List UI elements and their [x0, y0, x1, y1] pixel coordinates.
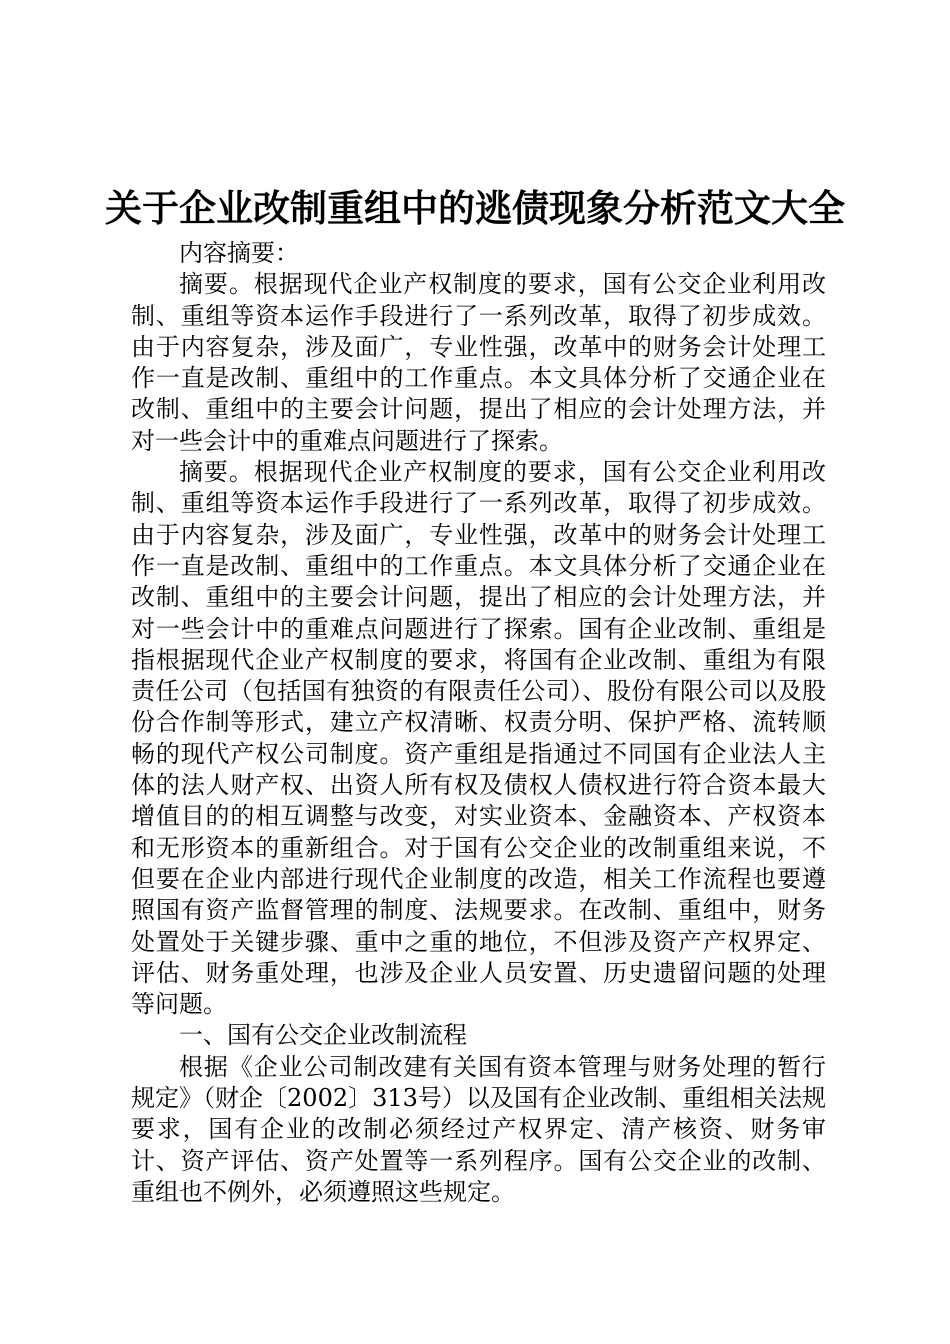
section-heading: 一、国有公交企业改制流程 [179, 1021, 467, 1050]
body-paragraph: 摘要。根据现代企业产权制度的要求，国有公交企业利用改制、重组等资本运作手段进行了一系列改革，取得了初步成效。由于内容复杂，涉及面广，专业性强，改革中的财务会计处理工作一直是改制、重组中的工作重点。本文具体分析了交通企业在改制、重组中的主要会计问题，提出了相应的会计处理方法，并对一些会计中的重难点问题进行了探索。国有企业改制、重组是指根据现代企业产权制度的要求，将国有企业改制、重组为有限责任公司（包括国有独资的有限责任公司）、股份有限公司以及股份合作制等形式，建立产权清晰、权责分明、保护严格、流转顺畅的现代产权公司制度。资产重组是指通过不同国有企业法人主体的法人财产权、出资人所有权及债权人债权进行符合资本最大增值目的的相互调整与改变，对实业资本、金融资本、产权资本和无形资本的重新组合。对于国有公交企业的改制重组来说，不但要在企业内部进行现代企业制度的改造，相关工作流程也要遵照国有资产监督管理的制度、法规要求。在改制、重组中，财务处置处于关键步骤、重中之重的地位，不但涉及资产产权界定、评估、财务重处理，也涉及企业人员安置、历史遗留问题的处理等问题。 [131, 458, 826, 1019]
document-title: 关于企业改制重组中的逃债现象分析范文大全 [105, 187, 845, 230]
document-body [131, 238, 826, 1208]
abstract-heading: 内容摘要： [179, 239, 299, 267]
section-paragraph: 根据《企业公司制改建有关国有资本管理与财务处理的暂行规定》（财企〔2002〕313号）以及国有企业改制、重组相关法规要求，国有企业的改制必须经过产权界定、清产核资、财务审计、资产评估、资产处置等一系列程序。国有公交企业的改制、重组也不例外，必须遵照这些规定。 [131, 1052, 826, 1206]
abstract-paragraph: 摘要。根据现代企业产权制度的要求，国有公交企业利用改制、重组等资本运作手段进行了一系列改革，取得了初步成效。由于内容复杂，涉及面广，专业性强，改革中的财务会计处理工作一直是改制、重组中的工作重点。本文具体分析了交通企业在改制、重组中的主要会计问题，提出了相应的会计处理方法，并对一些会计中的重难点问题进行了探索。 [131, 270, 826, 455]
